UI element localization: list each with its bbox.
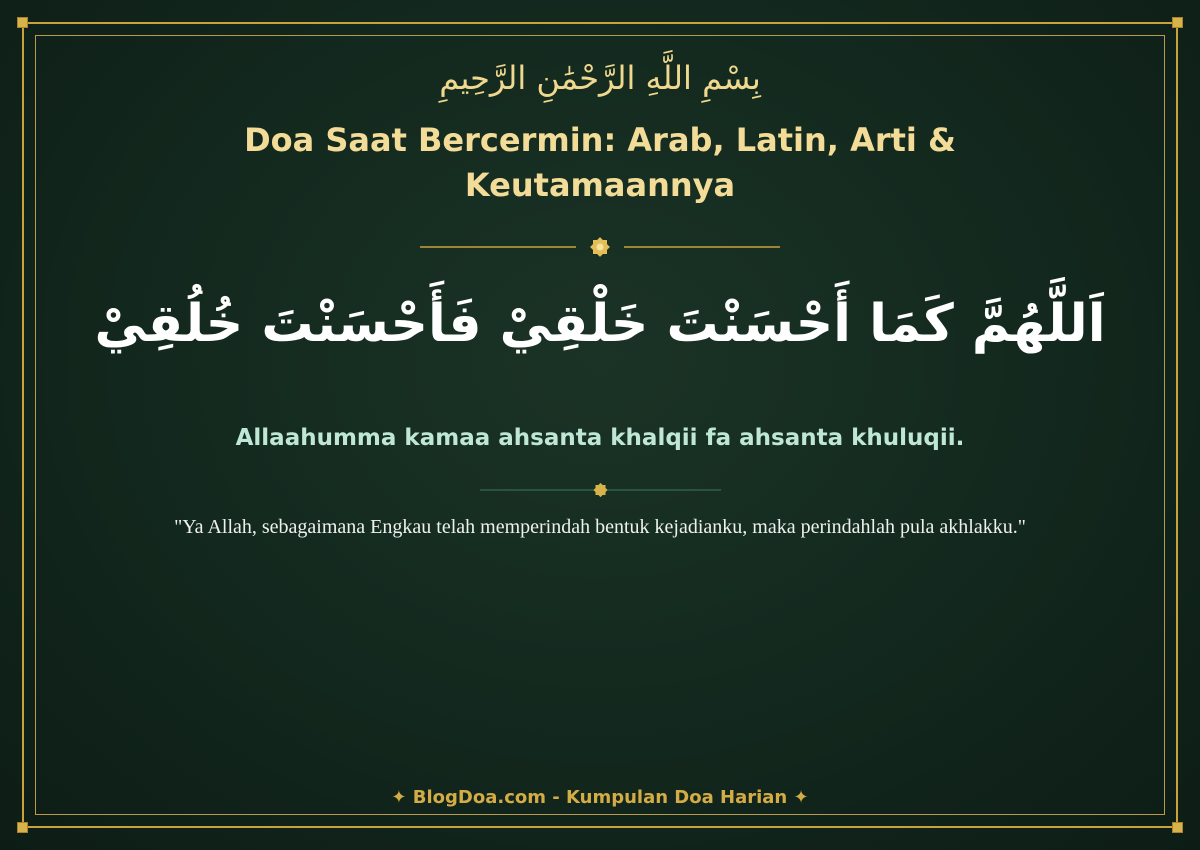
sparkle-right-icon: ✦ [793, 787, 809, 808]
doa-translation: "Ya Allah, sebagaimana Engkau telah memperindah bentuk kejadianku, maka perindahlah pula akhlakku." [174, 516, 1026, 538]
top-divider [420, 236, 780, 258]
small-star-icon [593, 483, 607, 497]
page-title: Doa Saat Bercermin: Arab, Latin, Arti & Keutamaannya [244, 121, 956, 204]
doa-arabic-text: اَللَّهُمَّ كَمَا أَحْسَنْتَ خَلْقِيْ فَأَحْسَنْتَ خُلُقِيْ [94, 294, 1106, 354]
eight-point-star-icon [590, 237, 610, 257]
doa-latin-text: Allaahumma kamaa ahsanta khalqii fa ahsanta khuluqii. [235, 425, 965, 451]
corner-ornament-bottom-left-icon [17, 822, 28, 833]
middle-divider [480, 480, 721, 500]
corner-ornament-top-left-icon [17, 17, 28, 28]
corner-ornament-top-right-icon [1172, 17, 1183, 28]
sparkle-left-icon: ✦ [391, 787, 407, 808]
footer-credit [0, 784, 1200, 812]
footer-text: BlogDoa.com - Kumpulan Doa Harian [412, 787, 788, 808]
bismillah-heading: بِسْمِ اللَّهِ الرَّحْمَٰنِ الرَّحِيمِ [439, 59, 761, 97]
corner-ornament-bottom-right-icon [1172, 822, 1183, 833]
